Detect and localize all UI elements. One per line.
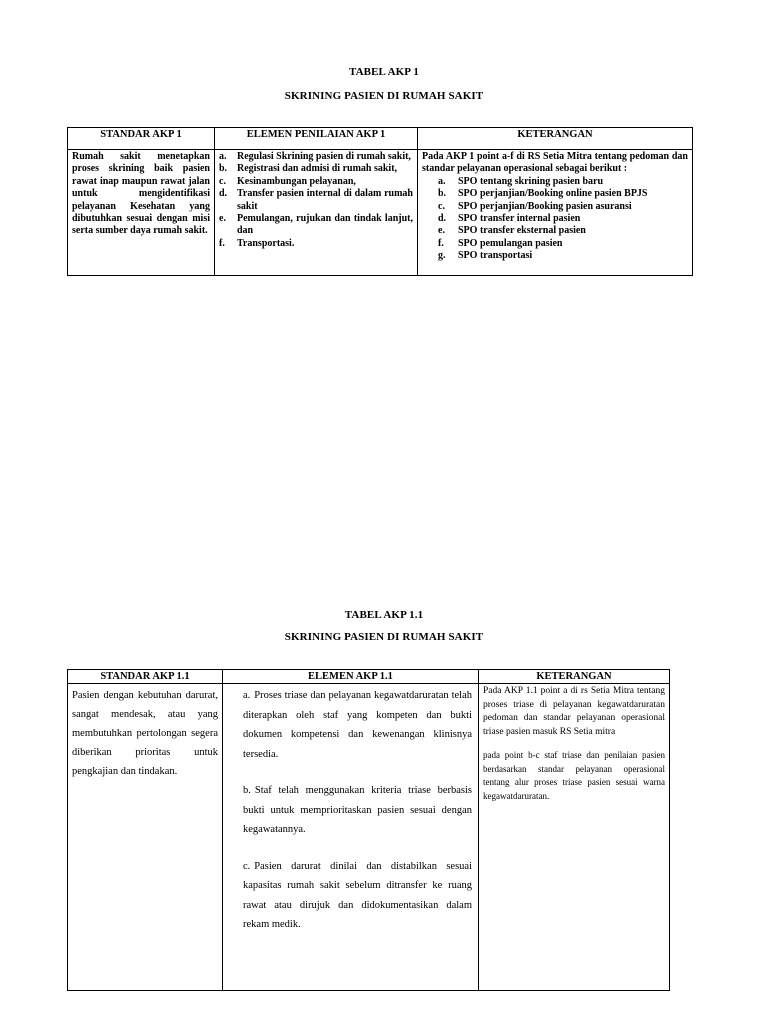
table-header-row (68, 128, 693, 150)
standar-cell: Pasien dengan kebutuhan darurat, sangat mendesak, atau yang membutuhkan pertolongan segera diberikan prioritas untuk pengkajian dan tindakan. (68, 684, 223, 991)
list-marker: g. (438, 250, 446, 262)
list-marker: b. (243, 785, 251, 796)
keterangan-paragraph: pada point b-c staf triase dan penilaian pasien berdasarkan standar pelayanan operasional tentang alur proses triase pasien sesuai warna kegawatdaruratan. (483, 750, 665, 801)
keterangan-cell (479, 684, 670, 991)
list-marker: f. (219, 237, 225, 249)
list-marker: e. (438, 225, 445, 237)
list-item (243, 686, 472, 764)
list-item (243, 781, 472, 840)
keterangan-list (422, 176, 688, 263)
table1-subtitle: SKRINING PASIEN DI RUMAH SAKIT (284, 90, 484, 102)
table-header-row (68, 670, 670, 684)
akp1-1-table (67, 669, 670, 991)
column-header: KETERANGAN (418, 128, 693, 150)
table-row (68, 150, 693, 276)
table2-title: TABEL AKP 1.1 (344, 609, 424, 621)
keterangan-paragraph: Pada AKP 1.1 point a di rs Setia Mitra tentang proses triase di pelayanan kegawatdaruratan pedoman dan standar pelayanan operasional triase pasien masuk RS Setia mitra (483, 686, 665, 737)
list-marker: c. (219, 175, 226, 187)
list-marker: a. (219, 151, 227, 162)
elemen-cell (215, 150, 418, 276)
table2-subtitle: SKRINING PASIEN DI RUMAH SAKIT (284, 631, 484, 643)
list-marker: f. (438, 237, 444, 249)
list-item (438, 213, 688, 225)
column-header: STANDAR AKP 1 (68, 128, 215, 150)
list-marker: c. (243, 860, 251, 872)
list-item-text: Staf telah menggunakan kriteria triase berbasis bukti untuk memprioritaskan pasien sesuai dengan kegawatannya. (243, 785, 472, 835)
list-item-text: SPO perjanjian/Booking pasien asuransi (458, 200, 632, 212)
list-item (438, 188, 688, 200)
list-item-text: SPO perjanjian/Booking online pasien BPJS (458, 188, 648, 200)
standar-cell: Rumah sakit menetapkan proses skrining baik pasien rawat inap maupun rawat jalan untuk mengidentifikasi pelayanan Kesehatan yang dibutuhkan sesuai dengan misi serta sumber daya rumah sakit. (68, 150, 215, 276)
list-marker: b. (219, 163, 228, 175)
elemen-cell (223, 684, 479, 991)
list-item-text: SPO pemulangan pasien (458, 237, 563, 249)
elemen-list (219, 151, 413, 250)
table1-title: TABEL AKP 1 (349, 66, 419, 78)
list-item-text: Pemulangan, rujukan dan tindak lanjut, dan (237, 213, 413, 237)
list-item-text: SPO transfer eksternal pasien (458, 225, 586, 237)
list-item (219, 151, 413, 163)
column-header: ELEMEN AKP 1.1 (223, 670, 479, 684)
list-item (243, 857, 472, 935)
list-item (438, 176, 688, 188)
list-item-text: Registrasi dan admisi di rumah sakit, (237, 163, 398, 175)
list-item-text: Transfer pasien internal di dalam rumah sakit (237, 188, 413, 212)
list-item (438, 238, 688, 250)
keterangan-cell (418, 150, 693, 276)
list-marker: e. (219, 213, 226, 225)
list-marker: c. (438, 200, 445, 212)
list-item-text: SPO transportasi (458, 250, 533, 262)
list-item-text: Regulasi Skrining pasien di rumah sakit, (237, 151, 411, 162)
list-item-text: Proses triase dan pelayanan kegawatdaruratan telah diterapkan oleh staf yang kompeten dan bukti dokumen kompetensi dan kewenangan klinisnya tersedia. (243, 690, 472, 760)
akp1-table (67, 127, 693, 276)
list-marker: a. (438, 175, 446, 187)
list-item-text: Kesinambungan pelayanan, (237, 175, 356, 187)
list-item-text: Transportasi. (237, 237, 295, 249)
table-row (68, 684, 670, 991)
list-item (438, 250, 688, 262)
list-item (219, 176, 413, 188)
list-item (219, 238, 413, 250)
column-header: ELEMEN PENILAIAN AKP 1 (215, 128, 418, 150)
list-marker: d. (438, 213, 447, 225)
list-item (438, 225, 688, 237)
list-item (219, 188, 413, 213)
list-marker: a. (243, 690, 251, 701)
list-item (219, 163, 413, 175)
list-marker: d. (219, 188, 228, 200)
column-header: STANDAR AKP 1.1 (68, 670, 223, 684)
list-marker: b. (438, 188, 447, 200)
keterangan-intro: Pada AKP 1 point a-f di RS Setia Mitra tentang pedoman dan standar pelayanan operasional sebagai berikut : (422, 151, 688, 175)
list-item (438, 201, 688, 213)
list-item-text: Pasien darurat dinilai dan distabilkan sesuai kapasitas rumah sakit sebelum ditransfer ke ruang rawat atau dirujuk dan didokumentasikan dalam rekam medik. (243, 860, 472, 930)
column-header: KETERANGAN (479, 670, 670, 684)
list-item-text: SPO transfer internal pasien (458, 213, 581, 225)
list-item-text: SPO tentang skrining pasien baru (458, 175, 604, 187)
list-item (219, 213, 413, 238)
